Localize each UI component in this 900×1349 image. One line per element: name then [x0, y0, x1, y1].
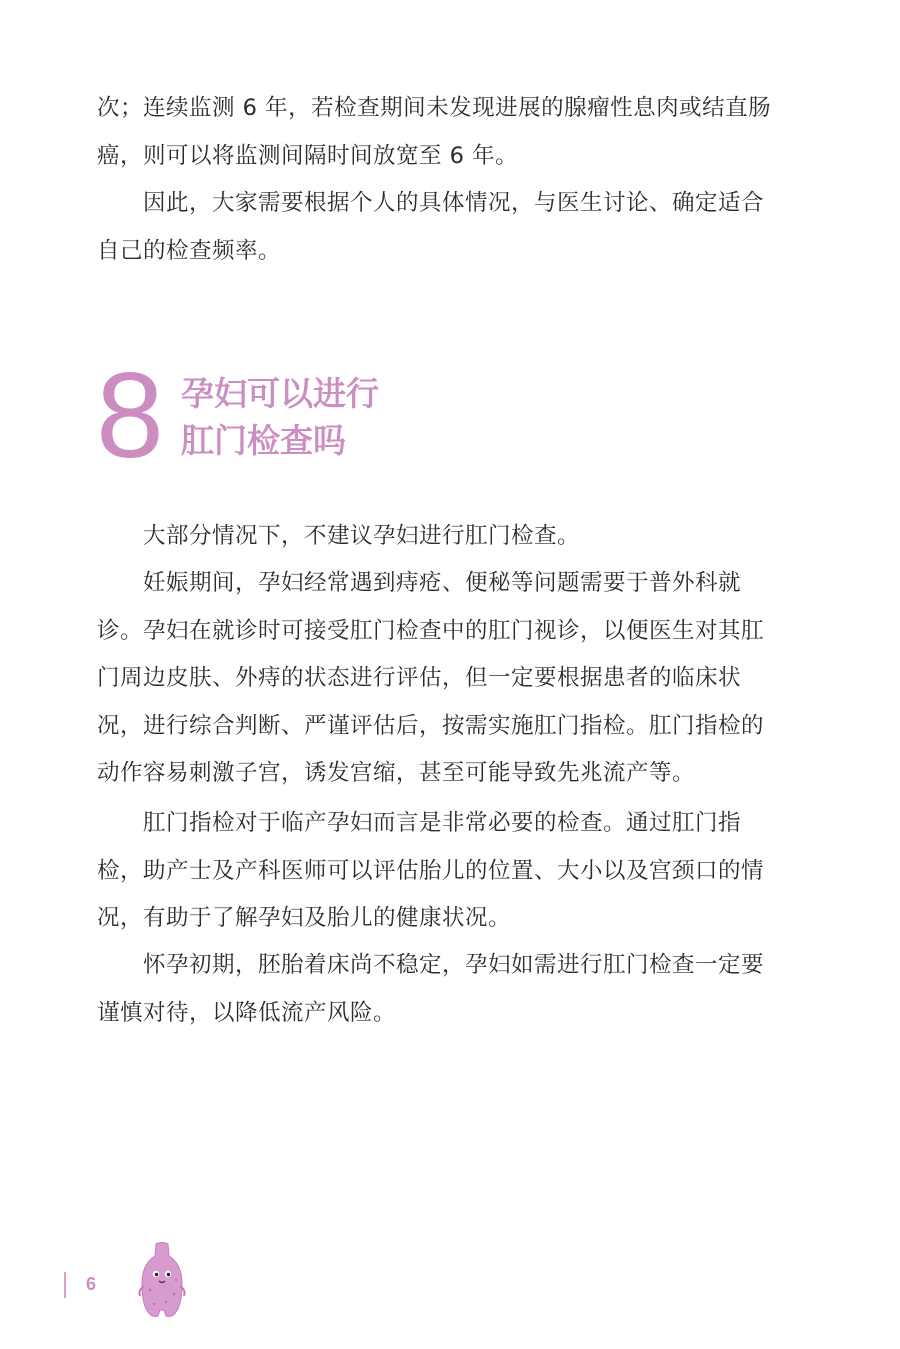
paragraph-early-pregnancy: 怀孕初期，胚胎着床尚不稳定，孕妇如需进行肛门检查一定要谨慎对待，以降低流产风险。 — [97, 952, 765, 1026]
paragraph-pregnancy-exam: 妊娠期间，孕妇经常遇到痔疮、便秘等问题需要于普外科就诊。孕妇在就诊时可接受肛门检查中的肛门视诊，以便医生对其肛门周边皮肤、外痔的状态进行评估，但一定要根据患者的临床状况，进行综合判断、严谨评估后，按需实施肛门指检。肛门指检的动作容易刺激子宫，诱发宫缩，甚至可能导致先兆流产等。 — [97, 570, 765, 786]
paragraph-labor-exam: 肛门指检对于临产孕妇而言是非常必要的检查。通过肛门指检，助产士及产科医师可以评估胎儿的位置、大小以及宫颈口的情况，有助于了解孕妇及胎儿的健康状况。 — [97, 810, 765, 931]
pink-bottle-mascot-icon — [136, 1240, 188, 1320]
section-title-line-2: 肛门检查吗 — [181, 421, 346, 460]
footer-divider — [64, 1272, 66, 1298]
page-number: 6 — [86, 1274, 97, 1294]
section-title — [181, 370, 379, 464]
paragraph-conclusion: 因此，大家需要根据个人的具体情况，与医生讨论、确定适合自己的检查频率。 — [97, 190, 765, 264]
section-number: 8 — [96, 347, 164, 483]
section-title-line-1: 孕妇可以进行 — [181, 374, 379, 413]
paragraph-continued: 次；连续监测 6 年，若检查期间未发现进展的腺瘤性息肉或结直肠癌，则可以将监测间隔时间放宽至 6 年。 — [97, 95, 772, 169]
paragraph-summary: 大部分情况下，不建议孕妇进行肛门检查。 — [143, 523, 581, 549]
